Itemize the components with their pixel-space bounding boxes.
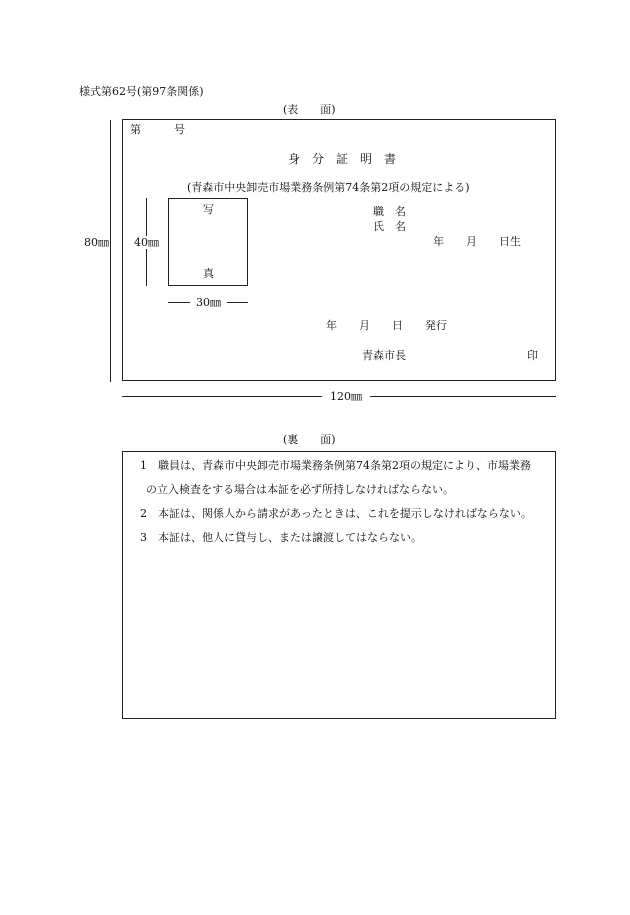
- form-label: 様式第62号(第97条関係): [79, 85, 204, 98]
- back-item-3-number: 3: [140, 531, 147, 544]
- back-item-3-text: 本証は、他人に貸与し、または譲渡してはならない。: [158, 531, 422, 544]
- field-birthdate-label: 年 月 日生: [433, 235, 521, 248]
- card-title: 身 分 証 明 書: [288, 152, 397, 166]
- photo-height-dimension-label: 40㎜: [134, 236, 159, 249]
- back-item-2-text: 本証は、関係人から請求があったときは、これを提示しなければならない。: [158, 507, 532, 520]
- back-item-1-text: 職員は、青森市中央卸売市場業務条例第74条第2項の規定により、市場業務: [158, 459, 531, 472]
- photo-label-bottom: 真: [203, 267, 214, 280]
- number-label: 第 号: [130, 123, 185, 136]
- card-subtitle: (青森市中央卸売市場業務条例第74条第2項の規定による): [187, 181, 470, 194]
- back-heading: (裏 面): [283, 433, 336, 446]
- photo-label-top: 写: [203, 203, 214, 216]
- seal-mark: 印: [527, 349, 538, 362]
- issuer-label: 青森市長: [362, 349, 406, 362]
- field-position-label: 職 名: [373, 205, 406, 218]
- width-dimension-label: 120㎜: [322, 391, 370, 402]
- front-heading: (表 面): [283, 103, 336, 116]
- height-dimension-line: [110, 120, 111, 382]
- field-name-label: 氏 名: [373, 220, 406, 233]
- back-item-1-number: 1: [140, 459, 147, 472]
- back-item-2-number: 2: [140, 507, 147, 520]
- back-item-1-text-continued: の立入検査をする場合は本証を必ず所持しなければならない。: [146, 483, 454, 496]
- photo-width-dimension-label: 30㎜: [190, 297, 227, 308]
- height-dimension-label: 80㎜: [84, 236, 109, 249]
- issue-date-label: 年 月 日 発行: [326, 319, 447, 332]
